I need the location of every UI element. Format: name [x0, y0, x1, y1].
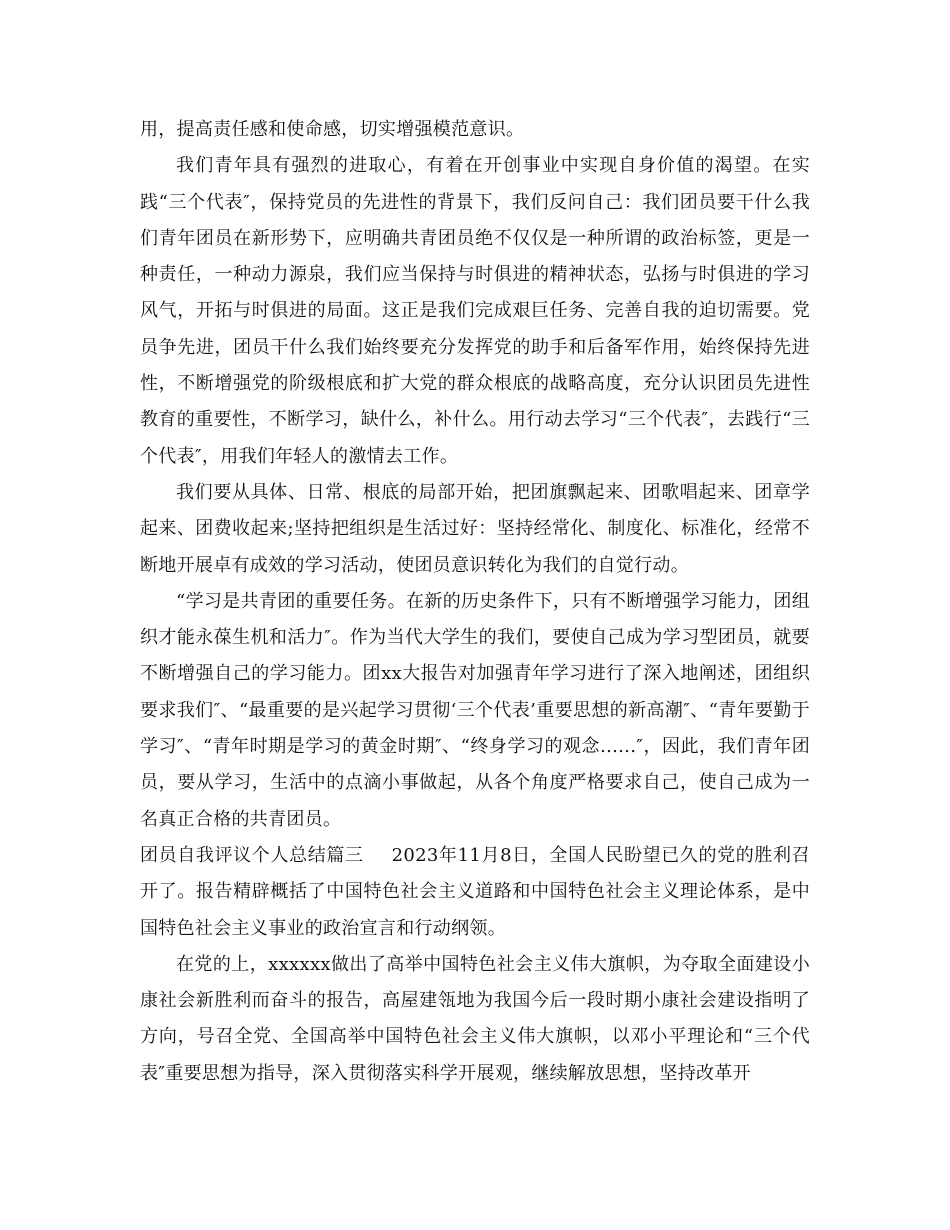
paragraph-3: 我们要从具体、日常、根底的局部开始，把团旗飘起来、团歌唱起来、团章学起来、团费收起来;坚持把组织是生活过好：坚持经常化、制度化、标准化，经常不断地开展卓有成效的学习活动，使团员意识转化为我们的自觉行动。: [140, 481, 810, 576]
document-body: [140, 112, 810, 1092]
section-heading: 团员自我评议个人总结篇三: [140, 844, 364, 866]
section-intro-text: 2023年11月8日，全国人民盼望已久的党的胜利召开了。报告精辟概括了中国特色社会主义道路和中国特色社会主义理论体系，是中国特色社会主义事业的政治宣言和行动纲领。: [140, 844, 810, 939]
paragraph-6: 在党的上，xxxxxx做出了高举中国特色社会主义伟大旗帜，为夺取全面建设小康社会新胜利而奋斗的报告，高屋建瓴地为我国今后一段时期小康社会建设指明了方向，号召全党、全国高举中国特色社会主义伟大旗帜，以邓小平理论和“三个代表″重要思想为指导，深入贯彻落实科学开展观，继续解放思想，坚持改革开: [140, 953, 810, 1084]
paragraph-2: 我们青年具有强烈的进取心，有着在开创事业中实现自身价值的渴望。在实践“三个代表″，保持党员的先进性的背景下，我们反问自己：我们团员要干什么我们青年团员在新形势下，应明确共青团员绝不仅仅是一种所谓的政治标签，更是一种责任，一种动力源泉，我们应当保持与时俱进的精神状态，弘扬与时俱进的学习风气，开拓与时俱进的局面。这正是我们完成艰巨任务、完善自我的迫切需要。党员争先进，团员干什么我们始终要充分发挥党的助手和后备军作用，始终保持先进性，不断增强党的阶级根底和扩大党的群众根底的战略高度，充分认识团员先进性教育的重要性，不断学习，缺什么，补什么。用行动去学习“三个代表″，去践行“三个代表″，用我们年轻人的激情去工作。: [140, 155, 810, 467]
paragraph-1: 用，提高责任感和使命感，切实增强模范意识。: [140, 119, 525, 140]
paragraph-4: “学习是共青团的重要任务。在新的历史条件下，只有不断增强学习能力，团组织才能永葆生机和活力″。作为当代大学生的我们，要使自己成为学习型团员，就要不断增强自己的学习能力。团xx大报告对加强青年学习进行了深入地阐述，团组织要求我们″、“最重要的是兴起学习贯彻‘三个代表’重要思想的新高潮″、“青年要勤于学习″、“青年时期是学习的黄金时期″、“终身学习的观念......″，因此，我们青年团员，要从学习，生活中的点滴小事做起，从各个角度严格要求自己，使自己成为一名真正合格的共青团员。: [140, 590, 810, 830]
section-paragraph: [140, 838, 810, 947]
